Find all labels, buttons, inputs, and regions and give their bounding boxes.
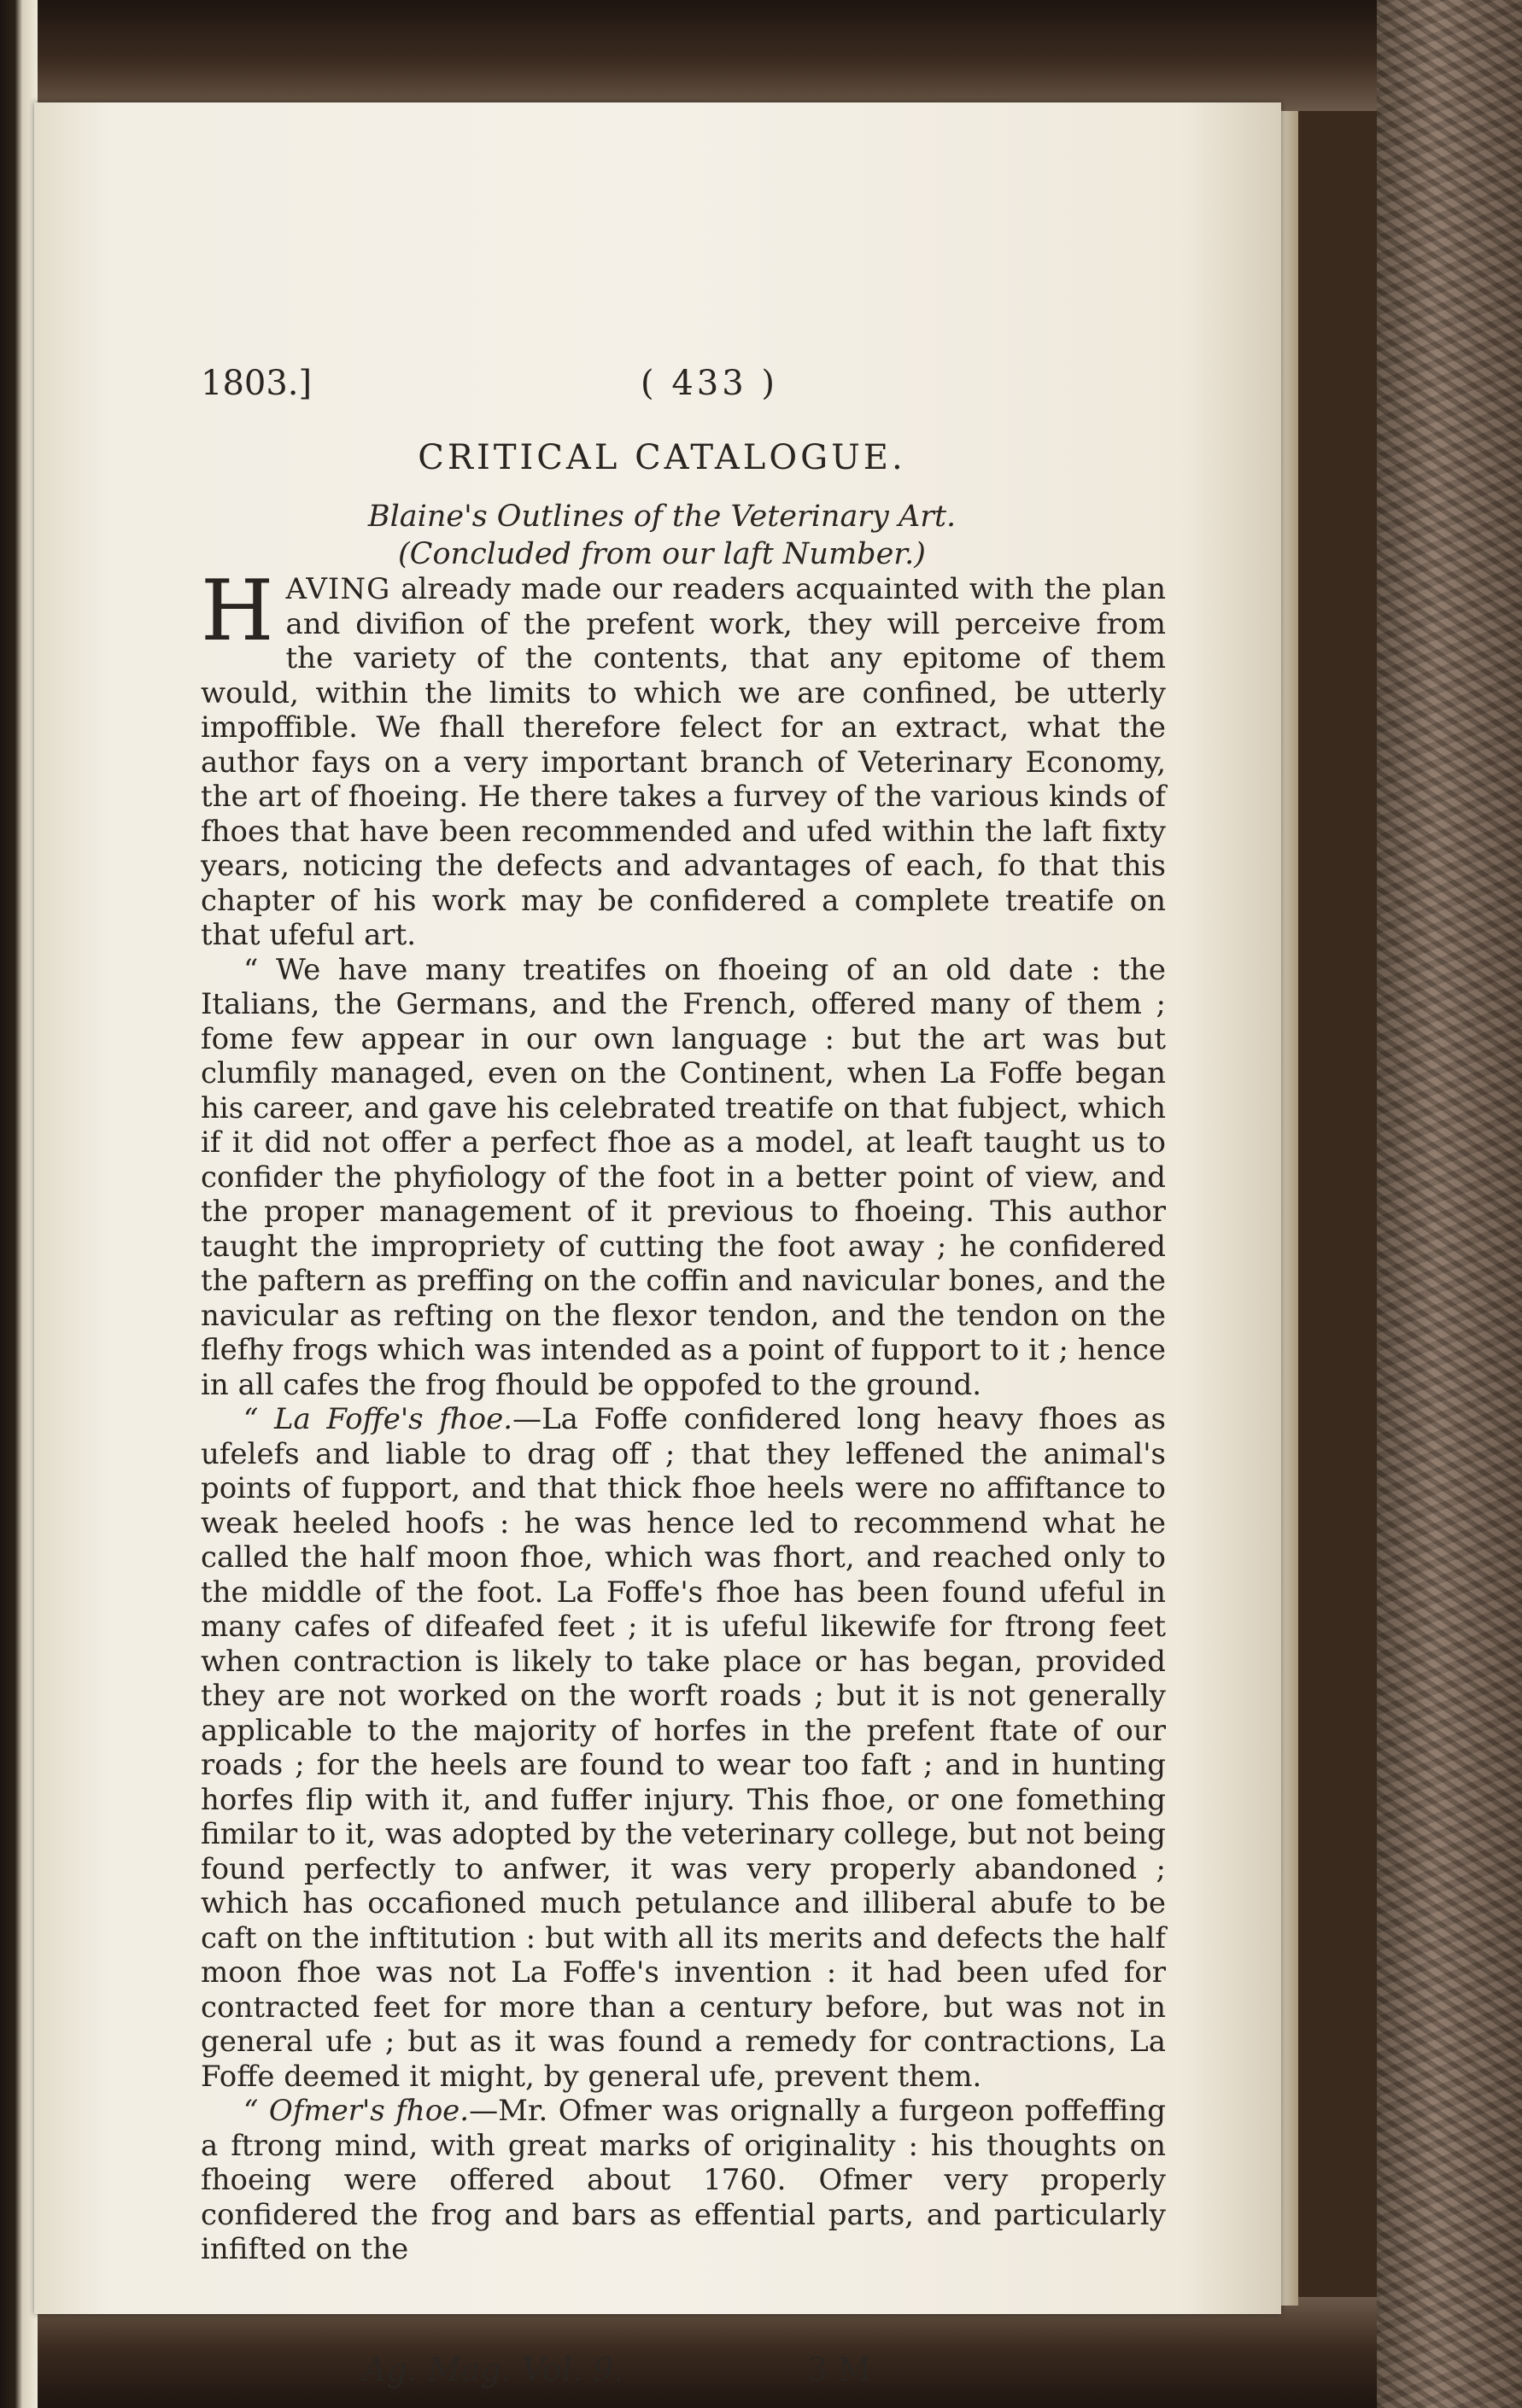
- page-number: ( 433 ): [641, 364, 778, 403]
- paragraph-1-text: already made our readers acquainted with the plan and divifion of the prefent work, they will perceive from the variety of the contents, that any epitome of them would, within the limits to which we are confined, be utterly impoffible. We fhall therefore felect for an extract, what the author fays on a very important branch of Veterinary Economy, the art of fhoeing. He there takes a furvey of the various kinds of fhoes that have been recommended and ufed within the laft fixty years, noticing the defects and advantages of each, fo that this chapter of his work may be confidered a complete treatife on that ufeful art.: [201, 572, 1166, 952]
- article-body: [201, 563, 1166, 2267]
- paragraph-1: [201, 563, 1166, 953]
- drop-cap: H: [201, 563, 274, 660]
- book-cover-top: [0, 0, 1522, 111]
- paragraph-4-lead: “ Ofmer's fhoe.: [243, 2094, 470, 2128]
- paragraph-4-text: —Mr. Ofmer was orignally a furgeon poffeffing a ftrong mind, with great marks of originality : his thoughts on fhoeing were offered about 1760. Ofmer very properly confidered the frog and bars as effential parts, and particularly infifted on the: [201, 2094, 1166, 2266]
- running-head: [162, 254, 1162, 403]
- paragraph-2: “ We have many treatifes on fhoeing of an old date : the Italians, the Germans, and the French, offered many of them ; fome few appear in our own language : but the art was but clumfily managed, even on the Continent, when La Foffe began his career, and gave his celebrated treatife on that fubject, which if it did not offer a perfect fhoe as a model, at leaft taught us to confider the phyfiology of the foot in a better point of view, and the proper management of it previous to fhoeing. This author taught the impropriety of cutting the foot away ; he confidered the paftern as preffing on the coffin and navicular bones, and the navicular as refting on the flexor tendon, and the tendon on the flefhy frogs which was intended as a point of fupport to it ; hence in all cafes the frog fhould be oppofed to the ground.: [201, 952, 1166, 1402]
- book-title: Blaine's Outlines of the Veterinary Art.: [367, 500, 957, 534]
- paragraph-3: [201, 1402, 1166, 2094]
- running-head-year: 1803.]: [201, 364, 313, 403]
- marbled-cover: [1377, 0, 1522, 2408]
- paragraph-1-lead: AVING: [285, 572, 391, 606]
- paragraph-3-lead: “ La Foffe's fhoe.: [243, 1402, 513, 1436]
- book-gutter: [0, 0, 38, 2408]
- paragraph-4: [201, 2094, 1166, 2267]
- journal-reference: Ag. Mag. Vol. 9.: [363, 2351, 624, 2388]
- page-content: [162, 254, 1166, 2388]
- page-footer: [363, 2351, 1132, 2388]
- section-title: CRITICAL CATALOGUE.: [418, 438, 906, 477]
- book-page: [34, 102, 1281, 2388]
- signature-mark: 3 M: [807, 2351, 872, 2388]
- page-edge: [1281, 111, 1298, 2306]
- book-subtitle: (Concluded from our laft Number.): [398, 537, 926, 571]
- paragraph-3-text: —La Foffe confidered long heavy fhoes as ufelefs and liable to drag off ; that they leffened the animal's points of fupport, and that thick fhoe heels were no affiftance to weak heeled hoofs : he was hence led to recommend what he called the half moon fhoe, which was fhort, and reached only to the middle of the foot. La Foffe's fhoe has been found ufeful in many cafes of difeafed feet ; it is ufeful likewife for ftrong feet when contraction is likely to take place or has began, provided they are not worked on the worft roads ; but it is not generally applicable to the majority of horfes in the prefent ftate of our roads ; for the heels are found to wear too faft ; and in hunting horfes flip with it, and fuffer injury. This fhoe, or one fomething fimilar to it, was adopted by the veterinary college, but not being found perfectly to anfwer, it was very properly abandoned ; which has occafioned much petulance and illiberal abufe to be caft on the inftitution : but with all its merits and defects the half moon fhoe was not La Foffe's invention : it had been ufed for contracted feet for more than a century before, but was not in general ufe ; but as it was found a remedy for contractions, La Foffe deemed it might, by general ufe, prevent them.: [201, 1402, 1166, 2094]
- book-title-block: [162, 498, 1162, 573]
